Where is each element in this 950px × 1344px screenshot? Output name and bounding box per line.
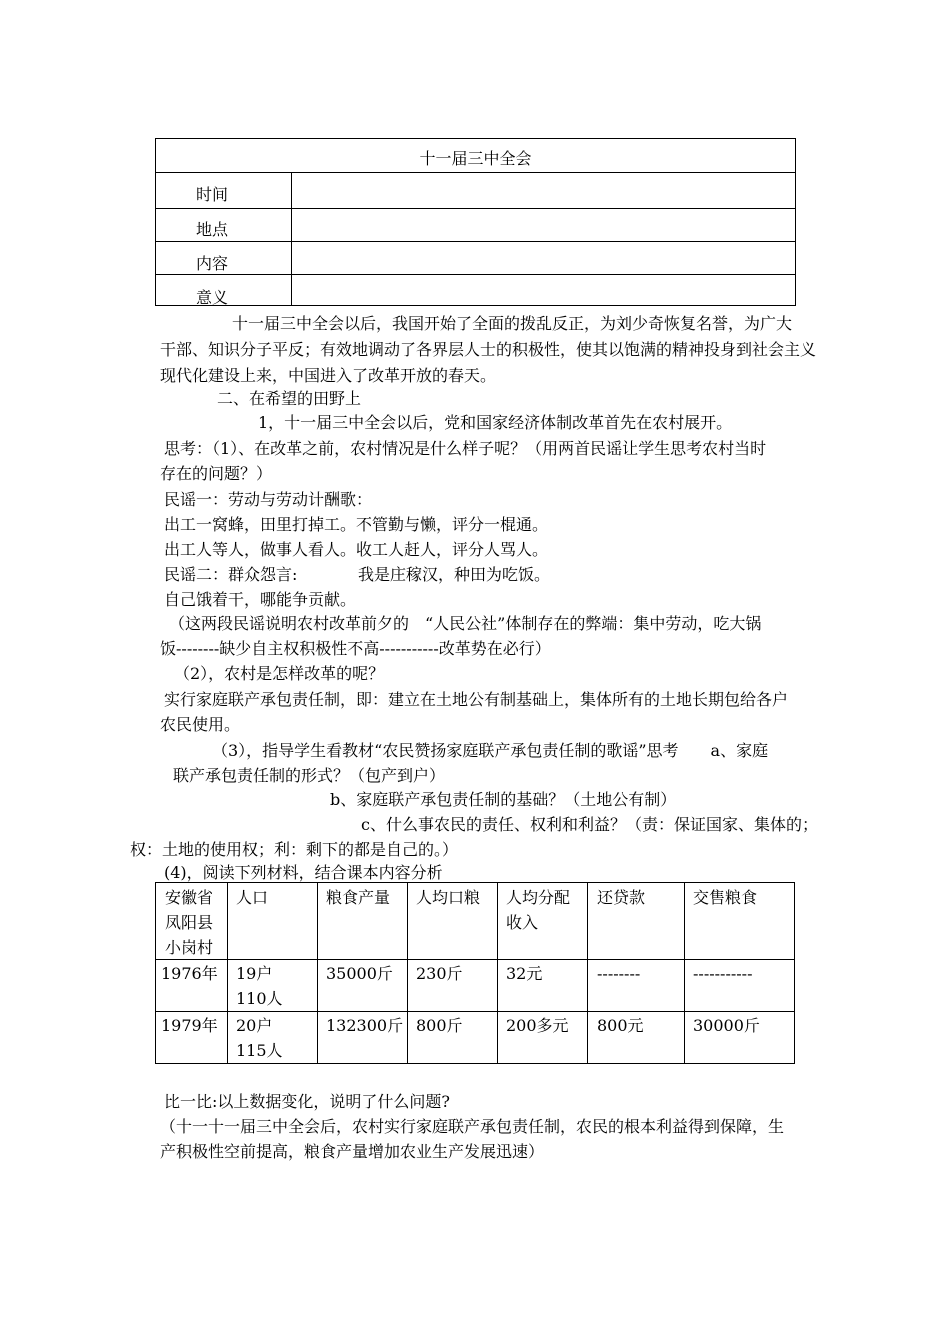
- cell-population-line: 115人: [236, 1041, 283, 1060]
- conclusion-line: 产积极性空前提高，粮食产量增加农业生产发展迅速）: [160, 1142, 545, 1161]
- cell-loan: --------: [597, 964, 641, 983]
- row-divider: [156, 208, 795, 209]
- cell-grain-sold: 30000斤: [693, 1016, 760, 1035]
- xiaogang-data-table: [155, 882, 795, 1064]
- cell-ration: 800斤: [416, 1016, 463, 1035]
- column-divider: [291, 172, 292, 305]
- paragraph-line: 干部、知识分子平反；有效地调动了各界层人士的积极性，使其以饱满的精神投身到社会主义: [160, 340, 817, 359]
- header-region-line: 凤阳县: [165, 913, 214, 932]
- column-divider: [227, 883, 228, 1063]
- explanation-line: 饭--------缺少自主权积极性不高-----------改革势在必行）: [160, 639, 551, 658]
- column-divider: [587, 883, 588, 1063]
- header-grain-output: 粮食产量: [326, 888, 391, 907]
- answer-line: 农民使用。: [160, 715, 241, 734]
- cell-income: 32元: [506, 964, 543, 983]
- row-divider: [156, 241, 795, 242]
- song-title: 民谣一：劳动与劳动计酬歌：: [164, 490, 373, 509]
- cell-income: 200多元: [506, 1016, 569, 1035]
- question-line: 比一比:以上数据变化，说明了什么问题?: [164, 1092, 450, 1111]
- header-region-line: 安徽省: [165, 888, 214, 907]
- question-line: b、家庭联产承包责任制的基础？（土地公有制）: [330, 790, 677, 809]
- header-loan: 还贷款: [597, 888, 646, 907]
- row-label-time: 时间: [196, 185, 229, 204]
- row-label-place: 地点: [196, 220, 229, 239]
- cell-ration: 230斤: [416, 964, 463, 983]
- header-population: 人口: [236, 888, 269, 907]
- header-ration: 人均口粮: [416, 888, 481, 907]
- song-line: 自己饿着干，哪能争贡献。: [164, 590, 357, 609]
- question-line: （3），指导学生看教材“农民赞扬家庭联产承包责任制的歌谣”思考 a、家庭: [212, 741, 769, 760]
- song-line: 我是庄稼汉，种田为吃饭。: [358, 565, 551, 584]
- cell-year: 1979年: [161, 1016, 218, 1035]
- paragraph-line: 现代化建设上来，中国进入了改革开放的春天。: [160, 366, 497, 385]
- question-line: 存在的问题？）: [160, 464, 273, 483]
- column-divider: [497, 883, 498, 1063]
- question-line: 联产承包责任制的形式？（包产到户）: [173, 766, 446, 785]
- cell-grain-output: 35000斤: [326, 964, 393, 983]
- column-divider: [317, 883, 318, 1063]
- song-line: 出工人等人，做事人看人。收工人赶人，评分人骂人。: [164, 540, 549, 559]
- cell-grain-sold: -----------: [693, 964, 753, 983]
- song-line: 出工一窝蜂，田里打掉工。不管勤与懒，评分一棍通。: [164, 515, 549, 534]
- answer-line: 实行家庭联产承包责任制，即：建立在土地公有制基础上，集体所有的土地长期包给各户: [164, 690, 789, 709]
- question-line: （2），农村是怎样改革的呢？: [174, 664, 385, 683]
- cell-loan: 800元: [597, 1016, 644, 1035]
- cell-year: 1976年: [161, 964, 218, 983]
- column-divider: [407, 883, 408, 1063]
- header-grain-sold: 交售粮食: [693, 888, 758, 907]
- cell-grain-output: 132300斤: [326, 1016, 404, 1035]
- question-line: 思考：（1）、在改革之前，农村情况是什么样子呢？（用两首民谣让学生思考农村当时: [164, 439, 767, 458]
- question-line: c、什么事农民的责任、权利和利益？（责：保证国家、集体的；: [361, 815, 818, 834]
- plenum-table-title: 十一届三中全会: [419, 149, 532, 168]
- question-line: 权：土地的使用权；利：剩下的都是自己的。）: [130, 840, 459, 859]
- row-divider: [156, 172, 795, 173]
- paragraph-line: 十一届三中全会以后，我国开始了全面的拨乱反正，为刘少奇恢复名誉，为广大: [232, 314, 793, 333]
- row-divider: [156, 274, 795, 275]
- song-title: 民谣二：群众怨言:: [164, 565, 298, 584]
- row-divider: [156, 1011, 794, 1012]
- conclusion-line: （十一十一届三中全会后，农村实行家庭联产承包责任制，农民的根本利益得到保障，生: [160, 1117, 785, 1136]
- cell-population-line: 19户: [236, 964, 273, 983]
- header-income-line: 人均分配: [506, 888, 571, 907]
- header-region-line: 小岗村: [165, 938, 214, 957]
- row-label-significance: 意义: [196, 288, 229, 307]
- cell-population-line: 110人: [236, 989, 283, 1008]
- explanation-line: （这两段民谣说明农村改革前夕的 “人民公社”体制存在的弊端：集中劳动，吃大锅: [169, 614, 762, 633]
- section-heading: 二、在希望的田野上: [217, 389, 362, 408]
- plenum-table: [155, 138, 796, 306]
- paragraph-line: 1，十一届三中全会以后，党和国家经济体制改革首先在农村展开。: [258, 413, 733, 432]
- cell-population-line: 20户: [236, 1016, 273, 1035]
- header-income-line: 收入: [506, 913, 539, 932]
- row-label-content: 内容: [196, 254, 229, 273]
- column-divider: [684, 883, 685, 1063]
- question-line: (4)，阅读下列材料，结合课本内容分析: [164, 863, 443, 882]
- row-divider: [156, 959, 794, 960]
